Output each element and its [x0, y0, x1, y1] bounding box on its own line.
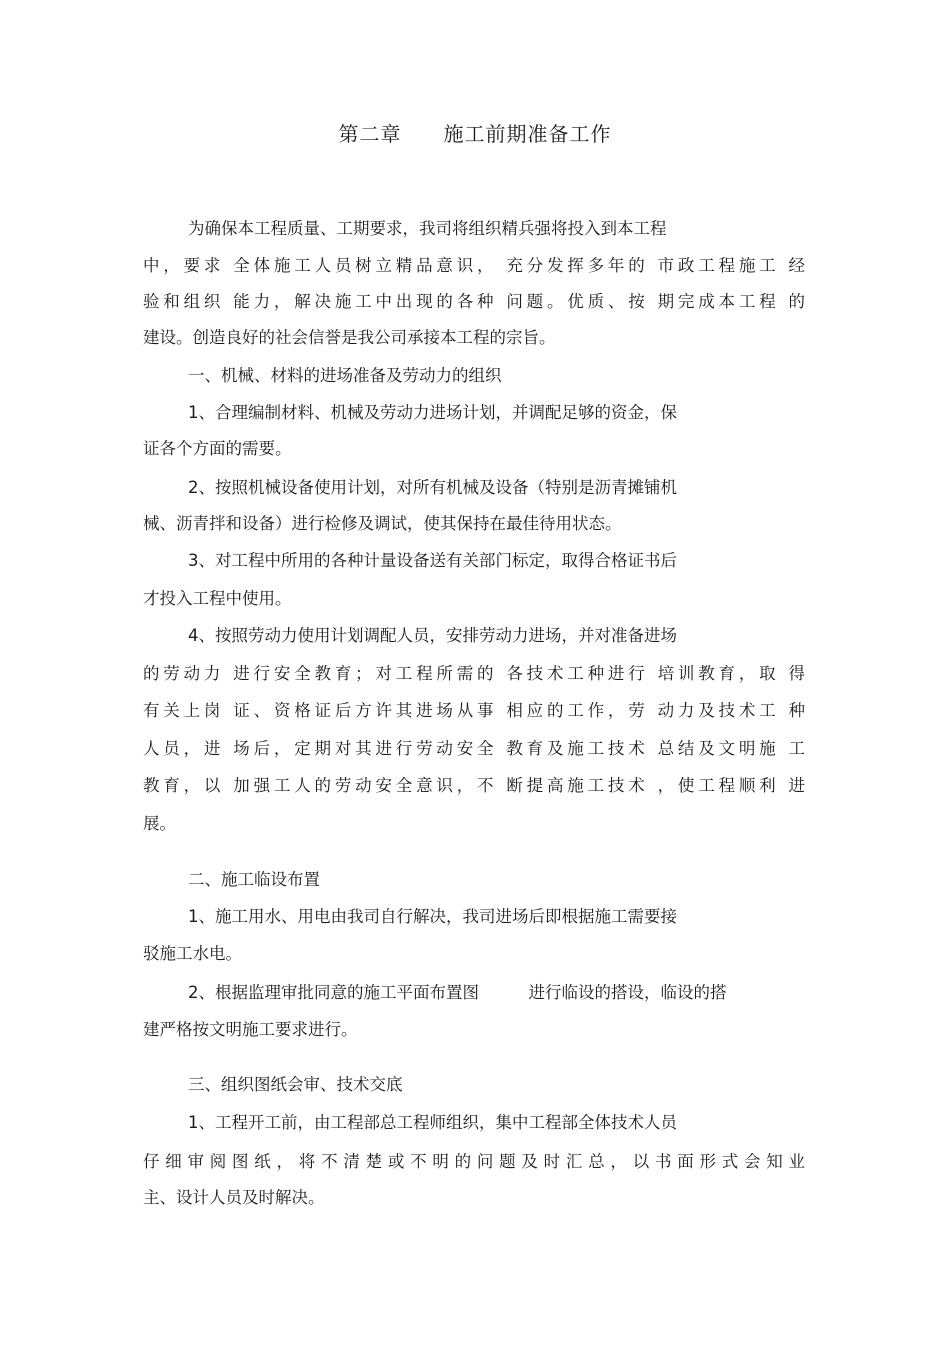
section-3-item-1-line-3: 主、设计人员及时解决。 [143, 1188, 325, 1207]
section-1-item-1-line-2: 证各个方面的需要。 [143, 439, 292, 458]
section-1-item-4-line-6: 展。 [143, 814, 176, 833]
section-1-item-2-line-1: 2、按照机械设备使用计划，对所有机械及设备（特别是沥青摊铺机 [188, 478, 677, 497]
section-1-item-2-line-2: 械、沥青拌和设备）进行检修及调试，使其保持在最佳待用状态。 [143, 514, 622, 533]
intro-line-3: 验和组织 能力，解决施工中出现的各种 问题。优质、按 期完成本工程 的 [143, 292, 805, 311]
section-3-heading: 三、组织图纸会审、技术交底 [188, 1075, 403, 1094]
section-3-item-1-line-2: 仔细审阅图纸，将不清楚或不明的问题及时汇总，以书面形式会知业 [143, 1152, 805, 1171]
section-1-item-3-line-1: 3、对工程中所用的各种计量设备送有关部门标定，取得合格证书后 [188, 551, 677, 570]
page-title: 第二章 施工前期准备工作 [338, 122, 612, 146]
section-2-heading: 二、施工临设布置 [188, 870, 320, 889]
section-1-item-4-line-1: 4、按照劳动力使用计划调配人员，安排劳动力进场，并对准备进场 [188, 626, 677, 645]
section-2-item-1-line-2: 驳施工水电。 [143, 944, 242, 963]
section-1-item-4-line-3: 有关上岗 证、资格证后方许其进场从事 相应的工作，劳 动力及技术工 种 [143, 701, 805, 720]
section-2-item-2-line-2: 建严格按文明施工要求进行。 [143, 1020, 358, 1039]
intro-line-1: 为确保本工程质量、工期要求，我司将组织精兵强将投入到本工程 [188, 219, 667, 238]
section-1-item-4-line-5: 教育，以 加强工人的劳动安全意识，不 断提高施工技术 ，使工程顺利 进 [143, 776, 805, 795]
section-1-heading: 一、机械、材料的进场准备及劳动力的组织 [188, 366, 502, 385]
intro-line-4: 建设。创造良好的社会信誉是我公司承接本工程的宗旨。 [143, 328, 556, 347]
section-1-item-4-line-2: 的劳动力 进行安全教育；对工程所需的 各技术工种进行 培训教育，取 得 [143, 664, 805, 683]
section-2-item-1-line-1: 1、施工用水、用电由我司自行解决，我司进场后即根据施工需要接 [188, 907, 677, 926]
section-1-item-1-line-1: 1、合理编制材料、机械及劳动力进场计划，并调配足够的资金，保 [188, 403, 677, 422]
section-1-item-3-line-2: 才投入工程中使用。 [143, 589, 292, 608]
section-1-item-4-line-4: 人员，进 场后，定期对其进行劳动安全 教育及施工技术 总结及文明施 工 [143, 739, 805, 758]
section-2-item-2-line-1: 2、根据监理审批同意的施工平面布置图 进行临设的搭设，临设的搭 [188, 983, 727, 1002]
section-3-item-1-line-1: 1、工程开工前，由工程部总工程师组织，集中工程部全体技术人员 [188, 1113, 677, 1132]
intro-line-2: 中，要求 全体施工人员树立精品意识， 充分发挥多年的 市政工程施工 经 [143, 256, 805, 275]
